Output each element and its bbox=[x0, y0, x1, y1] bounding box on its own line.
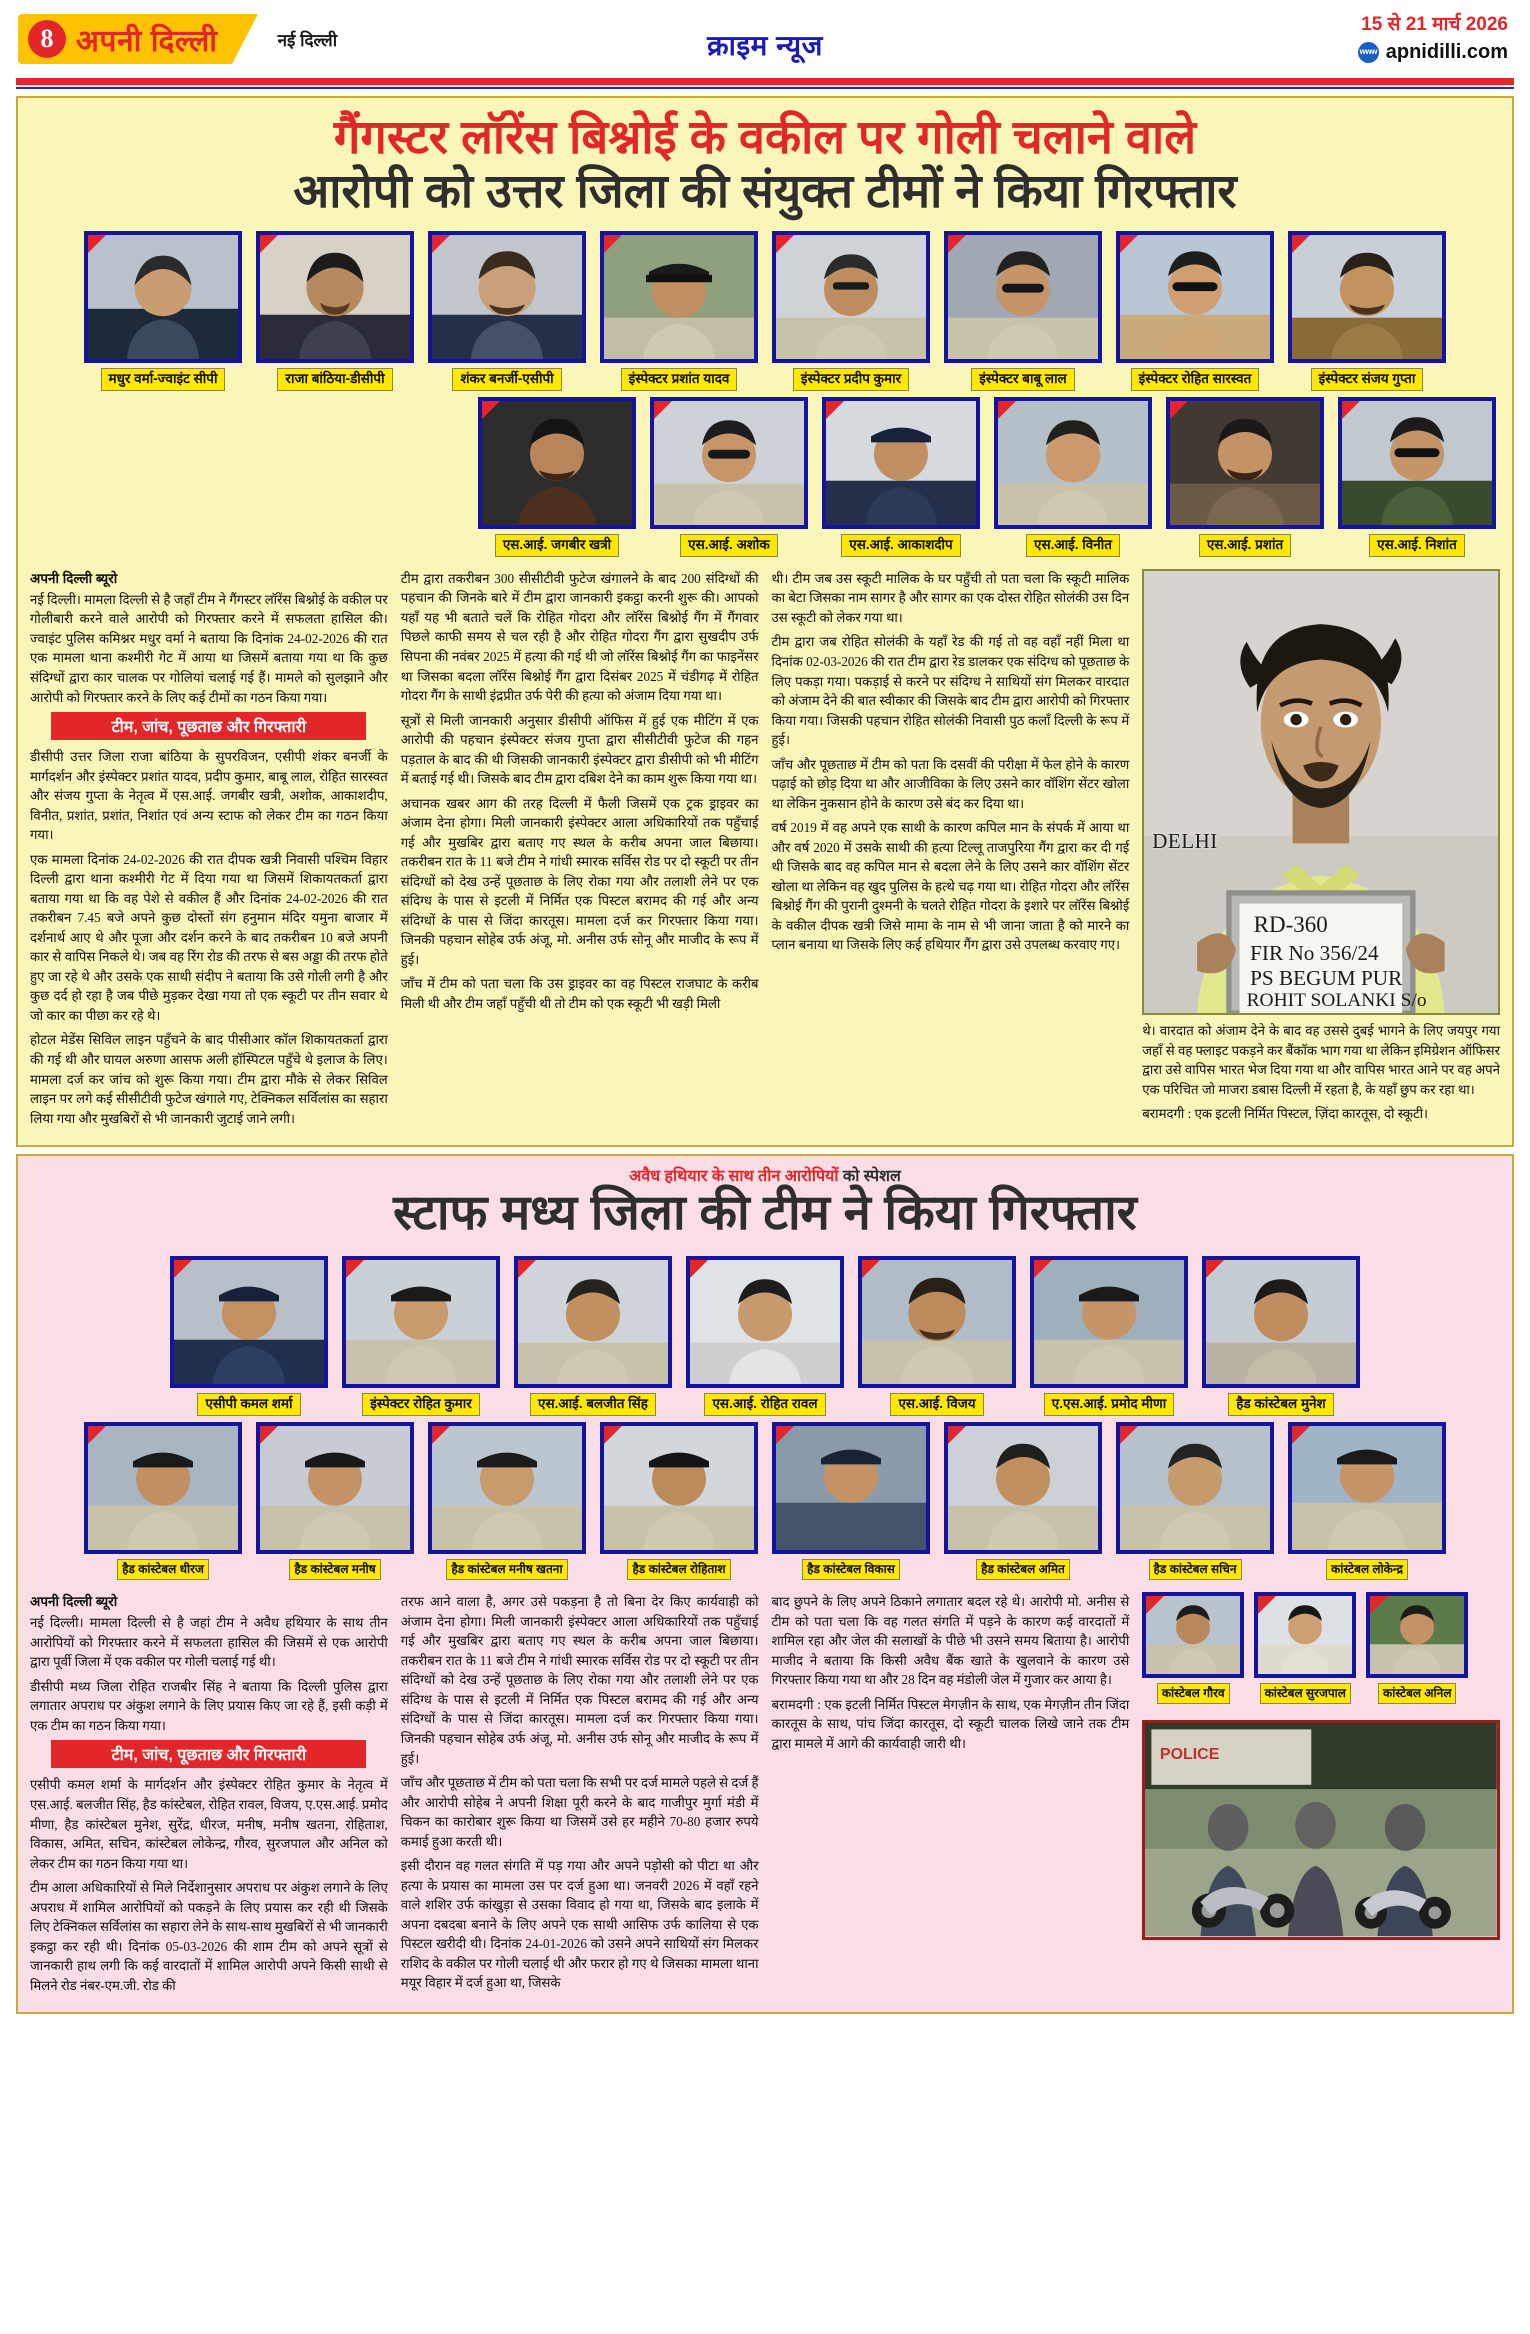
officer-photo bbox=[944, 1422, 1102, 1554]
officer-caption: हैड कांस्टेबल मनीष खतना bbox=[446, 1559, 567, 1580]
officer-card bbox=[772, 231, 930, 391]
officer-photo bbox=[1338, 397, 1496, 529]
officer-card bbox=[858, 1256, 1016, 1416]
page-number: 8 bbox=[28, 20, 66, 58]
officer-photo bbox=[944, 231, 1102, 363]
officer-photo bbox=[1288, 1422, 1446, 1554]
paragraph: डीसीपी मध्य जिला रोहित राजबीर सिंह ने बताया कि दिल्ली पुलिस द्वारा लगातार अपराध पर अंकुश लगाने के लिए प्रयास किए जा रहे हैं, इसी कड़ी में एक टीम का गठन किया गया। bbox=[30, 1678, 388, 1733]
officer-caption: हैड कांस्टेबल सचिन bbox=[1149, 1559, 1242, 1580]
officer-card bbox=[944, 231, 1102, 391]
officer-card bbox=[1116, 231, 1274, 391]
officer-photo bbox=[1142, 1592, 1244, 1678]
officer-caption: एस.आई. जगबीर खत्री bbox=[495, 534, 619, 557]
paragraph: तरफ आने वाला है, अगर उसे पकड़ना है तो बिना देर किए कार्यवाही को अंजाम देना होगा। मिली जानकारी इंस्पेक्टर आला अधिकारियों तक पहुँचाई गई और मुखबिर द्वारा बताए गए स्थल के करीब अपना जाल बिछाया। तकरीबन रात के 11 बजे टीम ने गांधी स्मारक सर्विस रोड पर दो स्कूटी पर तीन संदिग्धों को देख उन्हें पूछताछ के लिए रोका गया और तलाशी लेने पर एक संदिग्ध के पास से इटली में निर्मित एक पिस्टल बरामद की गई और अन्य संदिग्धों के पास से जिंदा कारतूस। मामला दर्ज कर गिरफ्तार किया गया। जिनकी पहचान सोहेब उर्फ अंजू, मो. अनीस उर्फ सोनू और माजीद के रूप में हुई। bbox=[400, 1594, 759, 1766]
officer-photo bbox=[342, 1256, 500, 1388]
officer-photo bbox=[772, 231, 930, 363]
officer-caption: इंस्पेक्टर प्रदीप कुमार bbox=[793, 368, 909, 391]
headline-line-2: आरोपी को उत्तर जिला की संयुक्त टीमों ने किया गिरफ्तार bbox=[293, 163, 1237, 217]
paragraph: टीम आला अधिकारियों से मिले निर्देशानुसार अपराध पर अंकुश लगाने के लिए अपराध में शामिल आरोपियों को पकड़ने के लिए प्रयास कर रही थी जिसके लिए टेक्निकल सर्विलांस का सहारा लेने के साथ-साथ मुखबिरों से भी जानकारी इकट्ठा कर रही थी। दिनांक 05-03-2026 की शाम टीम को अपने सूत्रों से जानकारी हाथ लगी कि कई वारदातों में शामिल आरोपी अपने किसी साथी से मिलने रोड नंबर-एम.जी. रोड की bbox=[30, 1880, 388, 1993]
section-title: क्राइम न्यूज bbox=[707, 30, 823, 61]
officer-card bbox=[170, 1256, 328, 1416]
officer-card bbox=[822, 397, 980, 557]
officer-card bbox=[428, 231, 586, 391]
photo-watermark: DELHI bbox=[1152, 828, 1218, 853]
brand-name: अपनी दिल्ली bbox=[76, 24, 218, 58]
officer-caption: एसीपी कमल शर्मा bbox=[197, 1393, 300, 1416]
officer-caption: इंस्पेक्टर बाबू लाल bbox=[971, 368, 1074, 391]
officer-caption: ए.एस.आई. प्रमोद मीणा bbox=[1044, 1393, 1174, 1416]
paragraph: टीम द्वारा तकरीबन 300 सीसीटीवी फुटेज खंगालने के बाद 200 संदिग्धों की पहचान की जिनके बारे में टीम द्वारा जानकारी इकट्ठा करनी शुरू की। आपको यहाँ यह भी बताते चलें कि रोहित गोदरा और लॉरेंस बिश्नोई गैंग में गैंगवार पिछले काफी समय से चल रही है और रोहित गोदरा गैंग द्वारा सुखदीप उर्फ सिपना की नवंबर 2025 में हत्या की गई थी जो लॉरेंस बिश्नोई गैंग का फाइनेंसर था जिसका बदला लॉरेंस बिश्नोई गैंग द्वारा दिसंबर 2025 में चंडीगढ़ में रोहित गोदरा गैंग के साथी इंद्रप्रीत उर्फ पेरी की हत्या को अंजाम दिया गया था। bbox=[400, 570, 759, 704]
officer-caption: हैड कांस्टेबल मुनेश bbox=[1228, 1393, 1333, 1416]
article-illegal-weapons-arrest bbox=[16, 1154, 1514, 2014]
paragraph: टीम द्वारा जब रोहित सोलंकी के यहाँ रेड की गई तो वह वहाँ नहीं मिला था दिनांक 02-03-2026 की रात टीम द्वारा रेड डालकर एक संदिग्ध को पूछताछ के लिए पकड़ा गया। पकड़ाई से करने पर संदिग्ध ने साथियों संग मिलकर वारदात को अंजाम देने की बात स्वीकार की जिसके बाद टीम द्वारा आरोपी को गिरफ्तार किया गया। जिसकी पहचान रोहित सोलंकी निवासी पुठ कलाँ दिल्ली के रूप में हुई। bbox=[771, 634, 1130, 748]
officer-caption: हैड कांस्टेबल विकास bbox=[802, 1559, 900, 1580]
officer-caption: हैड कांस्टेबल रोहिताश bbox=[627, 1559, 730, 1580]
officer-photo bbox=[822, 397, 980, 529]
headline-line-1 bbox=[32, 1168, 1498, 1186]
paragraph: इसी दौरान वह गलत संगति में पड़ गया और अपने पड़ोसी को पीटा था और हत्या के प्रयास का मामला उस पर दर्ज हुआ था। जनवरी 2026 में वहाँ रहने वाले शशिर उर्फ कांखुड़ा से उसका विवाद हो गया था, जिसके बाद इलाके में अपना दबदबा बनाने के लिए अपने एक साथी आसिफ उर्फ कालिया से एक पिस्टल खरीदी थी। दिनांक 24-01-2026 को उसने अपने साथियों संग मिलकर राशिद के वकील पर गोली चलाई थी और फरार हो गए थे जिसका मामला थाना मयूर विहार में दर्ज हुआ था, जिसके bbox=[400, 1858, 759, 1991]
masthead bbox=[0, 0, 1530, 78]
officer-card bbox=[84, 1422, 242, 1580]
officer-photo bbox=[478, 397, 636, 529]
paragraph: एसीपी कमल शर्मा के मार्गदर्शन और इंस्पेक्टर रोहित कुमार के नेतृत्व में एस.आई. बलजीत सिंह, हैड कांस्टेबल, रोहित रावल, विजय, ए.एस.आई. प्रमोद मीणा, हैड कांस्टेबल मुनेश, सुरेंद्र, धीरज, मनीष, मनीष खतना, रोहिताश, विकास, अमित, सचिन, कांस्टेबल लोकेन्द्र, गौरव, सुरजपाल और अनिल को लेकर टीम का गठन किया गया था। bbox=[30, 1777, 388, 1871]
brand-city: नई दिल्ली bbox=[277, 30, 338, 50]
paragraph: नई दिल्ली। मामला दिल्ली से है जहाँ टीम ने गैंगस्टर लॉरेंस बिश्नोई के वकील पर गोलीबारी करने वाले आरोपी को गिरफ्तार करने में सफलता हासिल की। ज्वाइंट पुलिस कमिश्नर मधुर वर्मा ने बताया कि दिनांक 24-02-2026 की रात एक मामला थाना कश्मीरी गेट में आया था जिसमें बताया गया था कि कुछ संदिग्धों द्वारा कार चालक पर गोलियां चलाई गई हैं। मामले को सुलझाने और आरोपी को गिरफ्तार करने के लिए कई टीमों का गठन किया गया। bbox=[30, 591, 388, 705]
officer-card bbox=[84, 231, 242, 391]
headline-line-1: गैंगस्टर लॉरेंस बिश्नोई के वकील पर गोली चलाने वाले bbox=[333, 110, 1197, 163]
officer-photo bbox=[686, 1256, 844, 1388]
mugshot-image bbox=[1144, 571, 1498, 1013]
article2-byline: अपनी दिल्ली ब्यूरो bbox=[30, 1594, 118, 1610]
officer-photo bbox=[600, 1422, 758, 1554]
article2-photo-row-2 bbox=[18, 1418, 1512, 1582]
officer-card bbox=[1288, 1422, 1446, 1580]
officer-caption: एस.आई. आकाशदीप bbox=[841, 534, 960, 557]
officer-card bbox=[772, 1422, 930, 1580]
paragraph: थी। टीम जब उस स्कूटी मालिक के घर पहुँची तो पता चला कि स्कूटी मालिक का बेटा जिसका नाम सागर है और सागर का एक दोस्त रोहित सोलंकी उस दिन उस स्कूटी को लेकर गया था। bbox=[771, 570, 1130, 625]
article-gangster-lawyer-shooting bbox=[16, 96, 1514, 1147]
article2-photo-row-3 bbox=[1142, 1592, 1500, 1704]
officer-photo bbox=[1366, 1592, 1468, 1678]
accused-mugshot bbox=[1142, 569, 1500, 1015]
officer-caption: शंकर बनर्जी-एसीपी bbox=[452, 368, 561, 391]
officer-card bbox=[1030, 1256, 1188, 1416]
headline-line-1-dark: को स्पेशल bbox=[838, 1168, 901, 1186]
officer-card bbox=[1366, 1592, 1468, 1704]
headline-line-2: स्टाफ मध्य जिला की टीम ने किया गिरफ्तार bbox=[393, 1186, 1137, 1241]
article2-photo-row-1 bbox=[18, 1252, 1512, 1418]
officer-caption: इंस्पेक्टर प्रशांत यादव bbox=[621, 368, 738, 391]
board-line-3: PS BEGUM PUR bbox=[1250, 965, 1403, 990]
officer-card bbox=[994, 397, 1152, 557]
officer-photo bbox=[428, 231, 586, 363]
officer-card bbox=[686, 1256, 844, 1416]
board-line-2: FIR No 356/24 bbox=[1250, 940, 1379, 965]
article1-headline bbox=[18, 98, 1512, 227]
headline-line-1-red: अवैध हथियार के साथ तीन आरोपियों bbox=[629, 1168, 839, 1186]
masthead-red-rule bbox=[16, 78, 1514, 85]
officer-card bbox=[1202, 1256, 1360, 1416]
officer-photo bbox=[256, 231, 414, 363]
evidence-image bbox=[1145, 1723, 1497, 1936]
officer-photo bbox=[1202, 1256, 1360, 1388]
officer-caption: एस.आई. विजय bbox=[890, 1393, 983, 1416]
officer-card bbox=[342, 1256, 500, 1416]
officer-photo bbox=[1030, 1256, 1188, 1388]
officer-card bbox=[1254, 1592, 1356, 1704]
globe-icon bbox=[1358, 42, 1379, 63]
article1-byline: अपनी दिल्ली ब्यूरो bbox=[30, 570, 118, 586]
officer-card bbox=[514, 1256, 672, 1416]
officer-card bbox=[944, 1422, 1102, 1580]
paragraph: होटल मेडेंस सिविल लाइन पहुँचने के बाद पीसीआर कॉल शिकायतकर्ता द्वारा की गई थी और घायल अरुणा आसफ अली हॉस्पिटल पहुँचे थे इलाज के लिए। मामला दर्ज कर जांच को शुरू किया गया। टीम द्वारा मौके से लेकर सिविल लाइन पर लगे कई सीसीटीवी फुटेज खंगाले गए, टेक्निकल सर्विलांस का सहारा लिया गया और मुखबिरों से भी जानकारी जुटाई जाने लगी। bbox=[30, 1032, 388, 1126]
officer-card bbox=[1116, 1422, 1274, 1580]
paragraph: अचानक खबर आग की तरह दिल्ली में फैली जिसमें एक ट्रक ड्राइवर का अंजाम देना होगा। मिली जानकारी इंस्पेक्टर आला अधिकारियों तक पहुँचाई गई और मुखबिर द्वारा बताए गए स्थल के करीब अपना जाल बिछाया। तकरीबन रात के 11 बजे टीम ने गांधी स्मारक सर्विस रोड पर दो स्कूटी पर तीन संदिग्धों को देख उन्हें पूछताछ के लिए रोका गया और तलाशी लेने पर एक संदिग्ध के पास से इटली में निर्मित एक पिस्टल बरामद की गई और अन्य संदिग्धों के पास से जिंदा कारतूस। मामला दर्ज कर गिरफ्तार किया गया। जिनकी पहचान सोहेब उर्फ अंजू, मो. अनीस उर्फ सोनू और माजीद के रूप में हुई। bbox=[400, 795, 759, 967]
site-url[interactable]: apnidilli.com bbox=[1385, 40, 1508, 63]
officer-card bbox=[600, 231, 758, 391]
paragraph: जाँच में टीम को पता चला कि उस ड्राइवर का वह पिस्टल राजघाट के करीब मिली थी और टीम जहाँ पहुँची थी तो टीम को एक स्कूटी भी खड़ी मिली bbox=[400, 976, 759, 1011]
officer-photo bbox=[1116, 231, 1274, 363]
officer-caption: हैड कांस्टेबल धीरज bbox=[117, 1559, 209, 1580]
officer-card bbox=[1142, 1592, 1244, 1704]
article1-column-2 bbox=[401, 569, 759, 1133]
globe-icon-label: www bbox=[1359, 47, 1377, 57]
masthead-blue-rule bbox=[16, 87, 1514, 89]
issue-date: 15 से 21 मार्च 2026 bbox=[1361, 14, 1508, 36]
officer-photo bbox=[650, 397, 808, 529]
officer-caption: हैड कांस्टेबल अमित bbox=[976, 1559, 1070, 1580]
officer-photo bbox=[1116, 1422, 1274, 1554]
recovery-paragraph: बरामदगी : एक इटली निर्मित पिस्टल मेगज़ीन के साथ, एक मेगज़ीन तीन जिंदा कारतूस के साथ, पांच जिंदा कारतूस, दो स्कूटी चालक लिखे जाने तक टीम द्वारा मामले में आगे की कार्यवाही जारी थी। bbox=[771, 1696, 1130, 1751]
officer-caption: कांस्टेबल सुरजपाल bbox=[1260, 1683, 1351, 1704]
article2-subhead: टीम, जांच, पूछताछ और गिरफ्तारी bbox=[51, 1740, 366, 1768]
officer-caption: एस.आई. निशांत bbox=[1369, 534, 1465, 557]
paragraph: डीसीपी उत्तर जिला राजा बांठिया के सुपरविजन, एसीपी शंकर बनर्जी के मार्गदर्शन और इंस्पेक्टर प्रशांत यादव, प्रदीप कुमार, बाबू लाल, रोहित सारस्वत और संजय गुप्ता के नेतृत्व में एस.आई. जगबीर खत्री, अशोक, आकाशदीप, विनीत, प्रशांत, प्रशांत, निशांत एवं अन्य स्टाफ को लेकर टीम का गठन किया गया। bbox=[30, 749, 388, 843]
paragraph: थे। वारदात को अंजाम देने के बाद वह उससे दुबई भागने के लिए जयपुर गया जहाँ से वह फ्लाइट पकड़ने कर बैंकॉक भाग गया था लेकिन इमिग्रेशन ऑफिसर द्वारा उसे वापिस भारत भेज दिया गया था और वापिस भारत आने पर वह अपने एक परिचित जो माजरा डबास दिल्ली में रहता है, के यहाँ छुप कर रहा था। bbox=[1142, 1023, 1500, 1097]
paragraph: जाँच और पूछताछ में टीम को पता चला कि सभी पर दर्ज मामले पहले से दर्ज हैं और आरोपी सोहेब ने अपनी शिक्षा पूरी करने के बाद गाजीपुर मुर्गा मंडी में चिकन का कारोबार शुरू किया था जिसमें उसे हर महीने 70-80 हजार रुपये कमाई हुआ करती थी। bbox=[400, 1775, 759, 1849]
article2-column-3 bbox=[772, 1592, 1130, 2000]
officer-card bbox=[600, 1422, 758, 1580]
officer-card bbox=[1338, 397, 1496, 557]
paragraph: बाद छुपने के लिए अपने ठिकाने लगातार बदल रहे थे। आरोपी मो. अनीस से टीम को पता चला कि वह गलत संगति में पड़ने के कारण कई वारदातों में शामिल रहा और जेल की सलाखों के पीछे भी उसने समय बिताया है। आरोपी माजीद ने बताया कि किसी अवैध बैंक खाते के खुलवाने के कारण उसे गिरफ्तार किया गया था और 28 दिन वह मंडोली जेल में गुजार कर आया है। bbox=[771, 1594, 1130, 1688]
officer-caption: हैड कांस्टेबल मनीष bbox=[289, 1559, 380, 1580]
officer-caption: एस.आई. बलजीत सिंह bbox=[530, 1393, 656, 1416]
paragraph: वर्ष 2019 में वह अपने एक साथी के कारण कपिल मान के संपर्क में आया था और वर्ष 2020 में उसके साथी की हत्या टिल्लू ताजपुरिया गैंग द्वारा कर दी गई थी जिसके बाद वह कपिल मान से बदला लेने के लिए उसने कार वॉशिंग सेंटर खोला था लेकिन वह खुद पुलिस के हत्थे चढ़ गया था। रोहित गोदरा और लॉरेंस बिश्नोई गैंग की पुरानी दुश्मनी के चलते रोहित गोदरा के इशारे पर लॉरेंस बिश्नोई के वकील दीपक खत्री जिसे मामा के नाम से भी जाना जाता है को मारने का प्लान बनाया था जिसके लिए कई हथियार गैंग द्वारा उसे उपलब्ध करवाए गए। bbox=[771, 820, 1130, 953]
article1-subhead: टीम, जांच, पूछताछ और गिरफ्तारी bbox=[51, 712, 366, 740]
officer-card bbox=[256, 231, 414, 391]
article1-body bbox=[18, 559, 1512, 1145]
article1-photo-row-1 bbox=[18, 227, 1512, 393]
paragraph: जाँच और पूछताछ में टीम को पता कि दसवीं की परीक्षा में फेल होने के कारण पढ़ाई को छोड़ दिया था और आजीविका के लिए उसने कार वॉशिंग सेंटर खोला था लेकिन नुकसान होने के कारण उसे बंद कर दिया था। bbox=[771, 756, 1130, 811]
article1-column-1 bbox=[30, 569, 388, 1133]
officer-photo bbox=[170, 1256, 328, 1388]
officer-caption: कांस्टेबल अनिल bbox=[1378, 1683, 1456, 1704]
article2-column-4 bbox=[1142, 1592, 1500, 2000]
officer-photo bbox=[1288, 231, 1446, 363]
officer-caption: एस.आई. प्रशांत bbox=[1199, 534, 1291, 557]
officer-caption: मधुर वर्मा-ज्वाइंट सीपी bbox=[101, 368, 226, 391]
paragraph: सूत्रों से मिली जानकारी अनुसार डीसीपी ऑफिस में हुई एक मीटिंग में एक आरोपी की पहचान इंस्पेक्टर संजय गुप्ता द्वारा सीसीटीवी फुटेज की गहन पड़ताल के बाद की थी जिसकी जानकारी इंस्पेक्टर द्वारा डीसीपी को भी मीटिंग में बताई गई थी। जिसके बाद टीम द्वारा दबिश देने का काम शुरू किया गया था। bbox=[400, 712, 759, 787]
officer-photo bbox=[858, 1256, 1016, 1388]
officer-caption: कांस्टेबल लोकेन्द्र bbox=[1326, 1559, 1408, 1580]
officer-caption: कांस्टेबल गौरव bbox=[1157, 1683, 1230, 1704]
officer-caption: इंस्पेक्टर रोहित सारस्वत bbox=[1131, 368, 1260, 391]
officer-card bbox=[256, 1422, 414, 1580]
officer-photo bbox=[600, 231, 758, 363]
officer-photo bbox=[1254, 1592, 1356, 1678]
officer-photo bbox=[84, 1422, 242, 1554]
officer-card bbox=[428, 1422, 586, 1580]
article2-body bbox=[18, 1582, 1512, 2012]
officer-photo bbox=[256, 1422, 414, 1554]
officer-photo bbox=[994, 397, 1152, 529]
officer-card bbox=[1166, 397, 1324, 557]
article2-headline bbox=[18, 1156, 1512, 1252]
officer-card bbox=[1288, 231, 1446, 391]
article1-column-3 bbox=[772, 569, 1130, 1133]
evidence-photo bbox=[1142, 1720, 1500, 1939]
officer-card bbox=[650, 397, 808, 557]
paragraph: नई दिल्ली। मामला दिल्ली से है जहां टीम ने अवैध हथियार के साथ तीन आरोपियों को गिरफ्तार करने में सफलता हासिल की जिसमें से एक आरोपी द्वारा पूर्वी जिला में एक वकील पर गोली चलाई गई थी। bbox=[30, 1615, 388, 1670]
officer-caption: एस.आई. अशोक bbox=[680, 534, 778, 557]
recovery-paragraph: बरामदगी : एक इटली निर्मित पिस्टल, ज़िंदा कारतूस, दो स्कूटी। bbox=[1142, 1106, 1429, 1122]
officer-photo bbox=[428, 1422, 586, 1554]
officer-photo bbox=[772, 1422, 930, 1554]
officer-caption: राजा बांठिया-डीसीपी bbox=[277, 368, 392, 391]
officer-caption: एस.आई. रोहित रावल bbox=[704, 1393, 825, 1416]
officer-caption: इंस्पेक्टर रोहित कुमार bbox=[362, 1393, 480, 1416]
article2-column-2 bbox=[401, 1592, 759, 2000]
officer-photo bbox=[514, 1256, 672, 1388]
officer-card bbox=[478, 397, 636, 557]
board-line-1: RD-360 bbox=[1253, 911, 1328, 937]
article2-column-1 bbox=[30, 1592, 388, 2000]
paragraph: एक मामला दिनांक 24-02-2026 की रात दीपक खत्री निवासी पश्चिम विहार दिल्ली द्वारा थाना कश्मीरी गेट में दिया गया था जिसमें शिकायतकर्ता द्वारा बताया गया था कि वह पेशे से वकील हैं और दिनांक 24-02-2026 की रात तकरीबन 7.45 बजे अपने कुछ दोस्तों संग हनुमान मंदिर यमुना बाजार में दर्शनार्थ आए थे और पूजा और दर्शन करने के बाद तकरीबन 10 बजे अपनी कार से वापिस निकले थे। जब वह रिंग रोड की तरफ से बस अड्डा की तरफ होते हुए जा रहे थे और उसके एक साथी संदीप ने बताया कि उसे गोली लगी है और कुछ दर्द हो रहा है जब पीछे मुड़कर देखा गया तो एक स्कूटी पर तीन सवार थे जो कार का पीछा कर रहे थे। bbox=[30, 851, 388, 1023]
officer-caption: एस.आई. विनीत bbox=[1026, 534, 1120, 557]
officer-caption: इंस्पेक्टर संजय गुप्ता bbox=[1311, 368, 1424, 391]
officer-photo bbox=[84, 231, 242, 363]
board-line-4: ROHIT SOLANKI S/o bbox=[1246, 989, 1427, 1011]
article1-photo-row-2 bbox=[18, 393, 1512, 559]
article1-column-4 bbox=[1142, 569, 1500, 1133]
svg-text:POLICE: POLICE bbox=[1160, 1746, 1220, 1764]
officer-photo bbox=[1166, 397, 1324, 529]
